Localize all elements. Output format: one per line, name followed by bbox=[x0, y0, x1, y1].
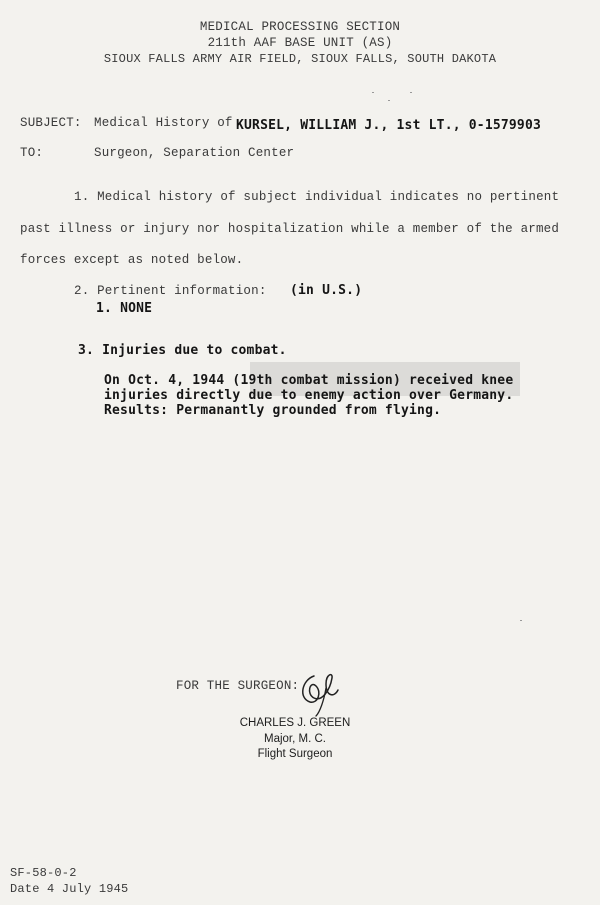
scan-speck bbox=[410, 92, 412, 93]
para2-item: 1. NONE bbox=[96, 301, 153, 316]
for-the-surgeon-label: FOR THE SURGEON: bbox=[176, 679, 300, 693]
header-line-2: 211th AAF BASE UNIT (AS) bbox=[207, 36, 393, 50]
subject-label: SUBJECT: bbox=[20, 116, 82, 130]
para3-line-1: On Oct. 4, 1944 (19th combat mission) received knee bbox=[104, 373, 514, 388]
signer-rank: Major, M. C. bbox=[264, 733, 326, 745]
form-number: SF-58-0-2 bbox=[10, 866, 77, 880]
signer-name: CHARLES J. GREEN bbox=[239, 717, 351, 729]
para2-location: (in U.S.) bbox=[290, 283, 363, 298]
para2-label: 2. Pertinent information: bbox=[74, 284, 267, 298]
header-line-1: MEDICAL PROCESSING SECTION bbox=[199, 20, 401, 34]
para3-heading: 3. Injuries due to combat. bbox=[78, 343, 287, 358]
header-line-3: SIOUX FALLS ARMY AIR FIELD, SIOUX FALLS, SOUTH DAKOTA bbox=[103, 52, 497, 66]
scan-speck bbox=[388, 100, 390, 101]
signer-title: Flight Surgeon bbox=[257, 748, 333, 760]
para3-line-2: injuries directly due to enemy action over Germany. bbox=[104, 388, 514, 403]
to-label: TO: bbox=[20, 146, 44, 160]
para3-line-3: Results: Permanantly grounded from flying. bbox=[104, 403, 442, 418]
para1-line-3: forces except as noted below. bbox=[20, 253, 244, 267]
para1-line-1: 1. Medical history of subject individual indicates no pertinent bbox=[74, 190, 560, 204]
scan-speck bbox=[520, 620, 522, 621]
to-text: Surgeon, Separation Center bbox=[94, 146, 295, 160]
subject-text: Medical History of bbox=[94, 116, 233, 130]
scan-speck bbox=[372, 92, 374, 93]
form-date: Date 4 July 1945 bbox=[10, 882, 129, 896]
handwritten-signature bbox=[296, 668, 344, 720]
para1-line-2: past illness or injury nor hospitalization while a member of the armed bbox=[20, 222, 560, 236]
subject-name: KURSEL, WILLIAM J., 1st LT., 0-1579903 bbox=[236, 118, 542, 133]
